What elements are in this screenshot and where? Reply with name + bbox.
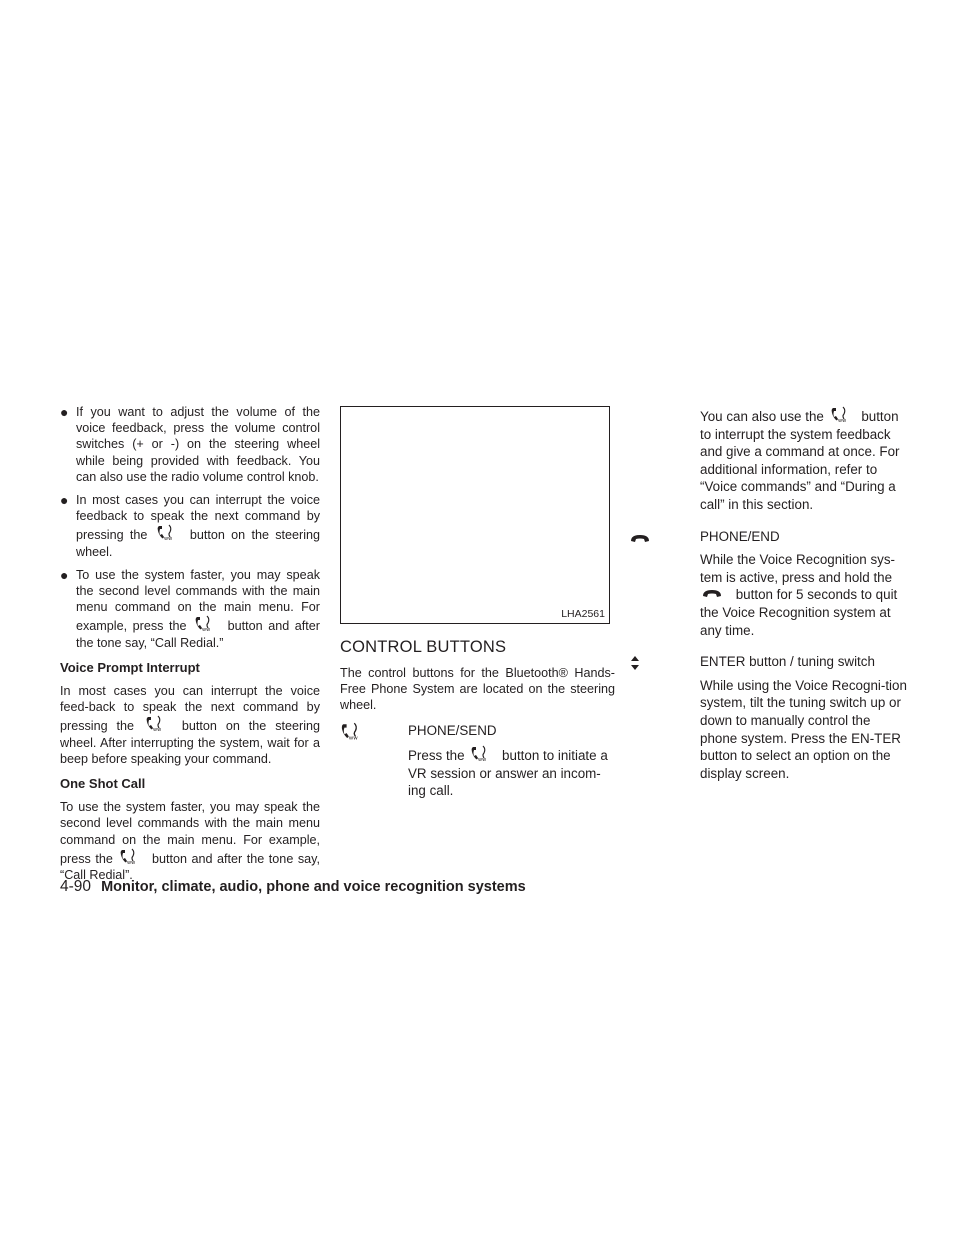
page-footer [60,878,526,896]
para-text: To use the system faster, you may speak the second level commands with the main menu command on the main menu. For example, press the [60,800,320,866]
page-number: 4-90 [60,878,92,895]
para-text-tail: button and after the tone say, “Call Redial”. [60,851,321,883]
para-text: the [873,569,893,585]
control-intro: The control buttons for the Bluetooth® Hands-Free Phone System are located on the steering wheel. [340,666,615,713]
bullet-volume [60,404,320,485]
para-text: Press the [408,748,465,764]
bullet-text-tail: button on the steering wheel. [76,528,321,559]
phone-end-icon [702,587,722,599]
chapter-title: Monitor, climate, audio, phone and voice recognition systems [101,879,526,895]
left-column [60,404,320,891]
phone-end-title: PHONE/END [700,528,780,544]
bullet-text-tail: button and after the tone say, “Call Redial.” [76,619,320,650]
svg-text:ww: ww [202,627,211,634]
enter-block [630,653,910,782]
para-text: While the Voice Recognition sys-tem is active, press and hold [700,552,896,585]
bullet-text: To use the system faster, you may speak the second level commands with the main menu command on the main menu. For example, press the [76,567,320,634]
svg-text:ww: ww [837,418,846,424]
voice-prompt-paragraph [60,683,320,767]
phone-end-text [700,551,910,639]
phone-send-icon [194,615,214,633]
phone-end-block [630,528,910,640]
svg-text:ww: ww [152,727,162,734]
also-use-block [630,406,910,514]
phone-end-icon [630,532,650,550]
svg-text:ww: ww [127,859,136,866]
voice-prompt-heading: Voice Prompt Interrupt [60,659,200,675]
middle-column [340,406,615,800]
phone-send-icon [470,745,490,763]
bullet-dot: ● [60,404,69,420]
para-text-tail: button on the steering wheel. After interrupting the system, wait for a beep before speaking your command. [60,719,321,766]
phone-send-icon [145,715,165,733]
phone-send-block [340,722,615,800]
phone-send-icon [340,722,362,747]
one-shot-paragraph [60,799,320,883]
right-column [630,406,910,796]
para-text-tail: button to interrupt the system feedback and give a command at once. For additional information, refer to “Voice commands” and “During a call” in this section. [700,409,900,512]
enter-title: ENTER button / tuning switch [700,654,875,670]
svg-text:ww: ww [163,536,172,543]
phone-send-icon [156,524,176,542]
svg-text:ww: ww [478,757,487,764]
para-text: You can also use the [700,409,824,424]
bullet-text: If you want to adjust the volume of the voice feedback, press the volume control switches (+ or -) on the steering wheel while being provided with feedback. You can also use the radio volume control knob. [76,405,320,484]
phone-send-text [408,745,615,800]
para-text: In most cases you can interrupt the voice feed-back to speak the next command by pressing the [60,684,320,734]
bullet-dot: ● [60,492,69,509]
phone-send-icon [119,848,139,866]
section-title: CONTROL BUTTONS [340,638,507,656]
bullet-interrupt [60,492,320,560]
figure-label: LHA2561 [561,608,605,620]
svg-text:ww: ww [348,735,358,742]
para-text-tail: button to initiate a VR session or answer an incom-ing call. [408,748,608,799]
bullet-dot: ● [60,566,69,583]
phone-send-title: PHONE/SEND [408,722,497,738]
phone-send-icon [830,406,850,424]
enter-text: While using the Voice Recogni-tion system, tilt the tuning switch up or down to manually control the phone system. Press the EN-TER button to select an option on the display screen. [700,677,907,781]
bullet-faster [60,567,320,651]
figure-box [340,406,610,624]
para-text-tail: button for 5 seconds to quit the Voice Recognition system at any time. [700,587,898,638]
bullet-text: In most cases you can interrupt the voice feedback to speak the next command by pressing the [76,493,320,543]
tuning-switch-icon [630,655,640,676]
one-shot-heading: One Shot Call [60,776,146,792]
